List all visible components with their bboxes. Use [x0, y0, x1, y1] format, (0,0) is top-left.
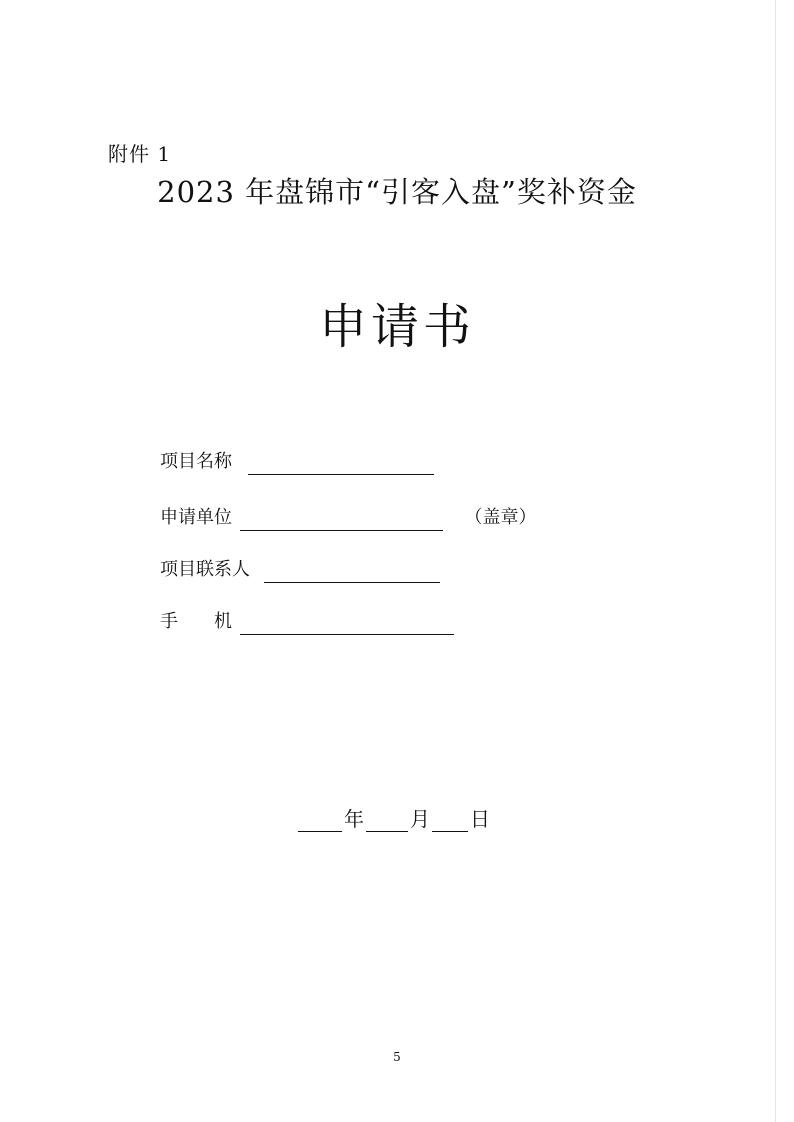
mobile-field: [160, 609, 454, 635]
date-row: [298, 806, 492, 832]
document-title-line: 2023 年盘锦市“引客入盘”奖补资金: [157, 175, 637, 209]
applicant-unit-label: 申请单位: [160, 507, 232, 528]
project-contact-label: 项目联系人: [160, 559, 250, 580]
project-contact-field: [160, 557, 440, 583]
document-main-title: 申请书: [318, 299, 475, 355]
day-unit: 日: [470, 807, 490, 831]
mobile-label: 手 机: [160, 611, 232, 632]
project-name-field: [160, 449, 434, 475]
attachment-label: 附件 1: [108, 142, 172, 166]
project-contact-blank[interactable]: [264, 560, 440, 583]
scan-edge-line: [775, 0, 776, 1122]
page-number: 5: [393, 1050, 401, 1064]
month-blank[interactable]: [366, 809, 408, 832]
day-blank[interactable]: [432, 809, 468, 832]
project-name-label: 项目名称: [160, 451, 232, 472]
applicant-unit-field: [160, 505, 536, 531]
seal-note: （盖章）: [464, 507, 537, 528]
month-unit: 月: [410, 807, 430, 831]
year-unit: 年: [344, 807, 364, 831]
applicant-unit-blank[interactable]: [240, 508, 443, 531]
mobile-blank[interactable]: [240, 612, 454, 635]
project-name-blank[interactable]: [248, 452, 434, 475]
year-blank[interactable]: [298, 809, 342, 832]
